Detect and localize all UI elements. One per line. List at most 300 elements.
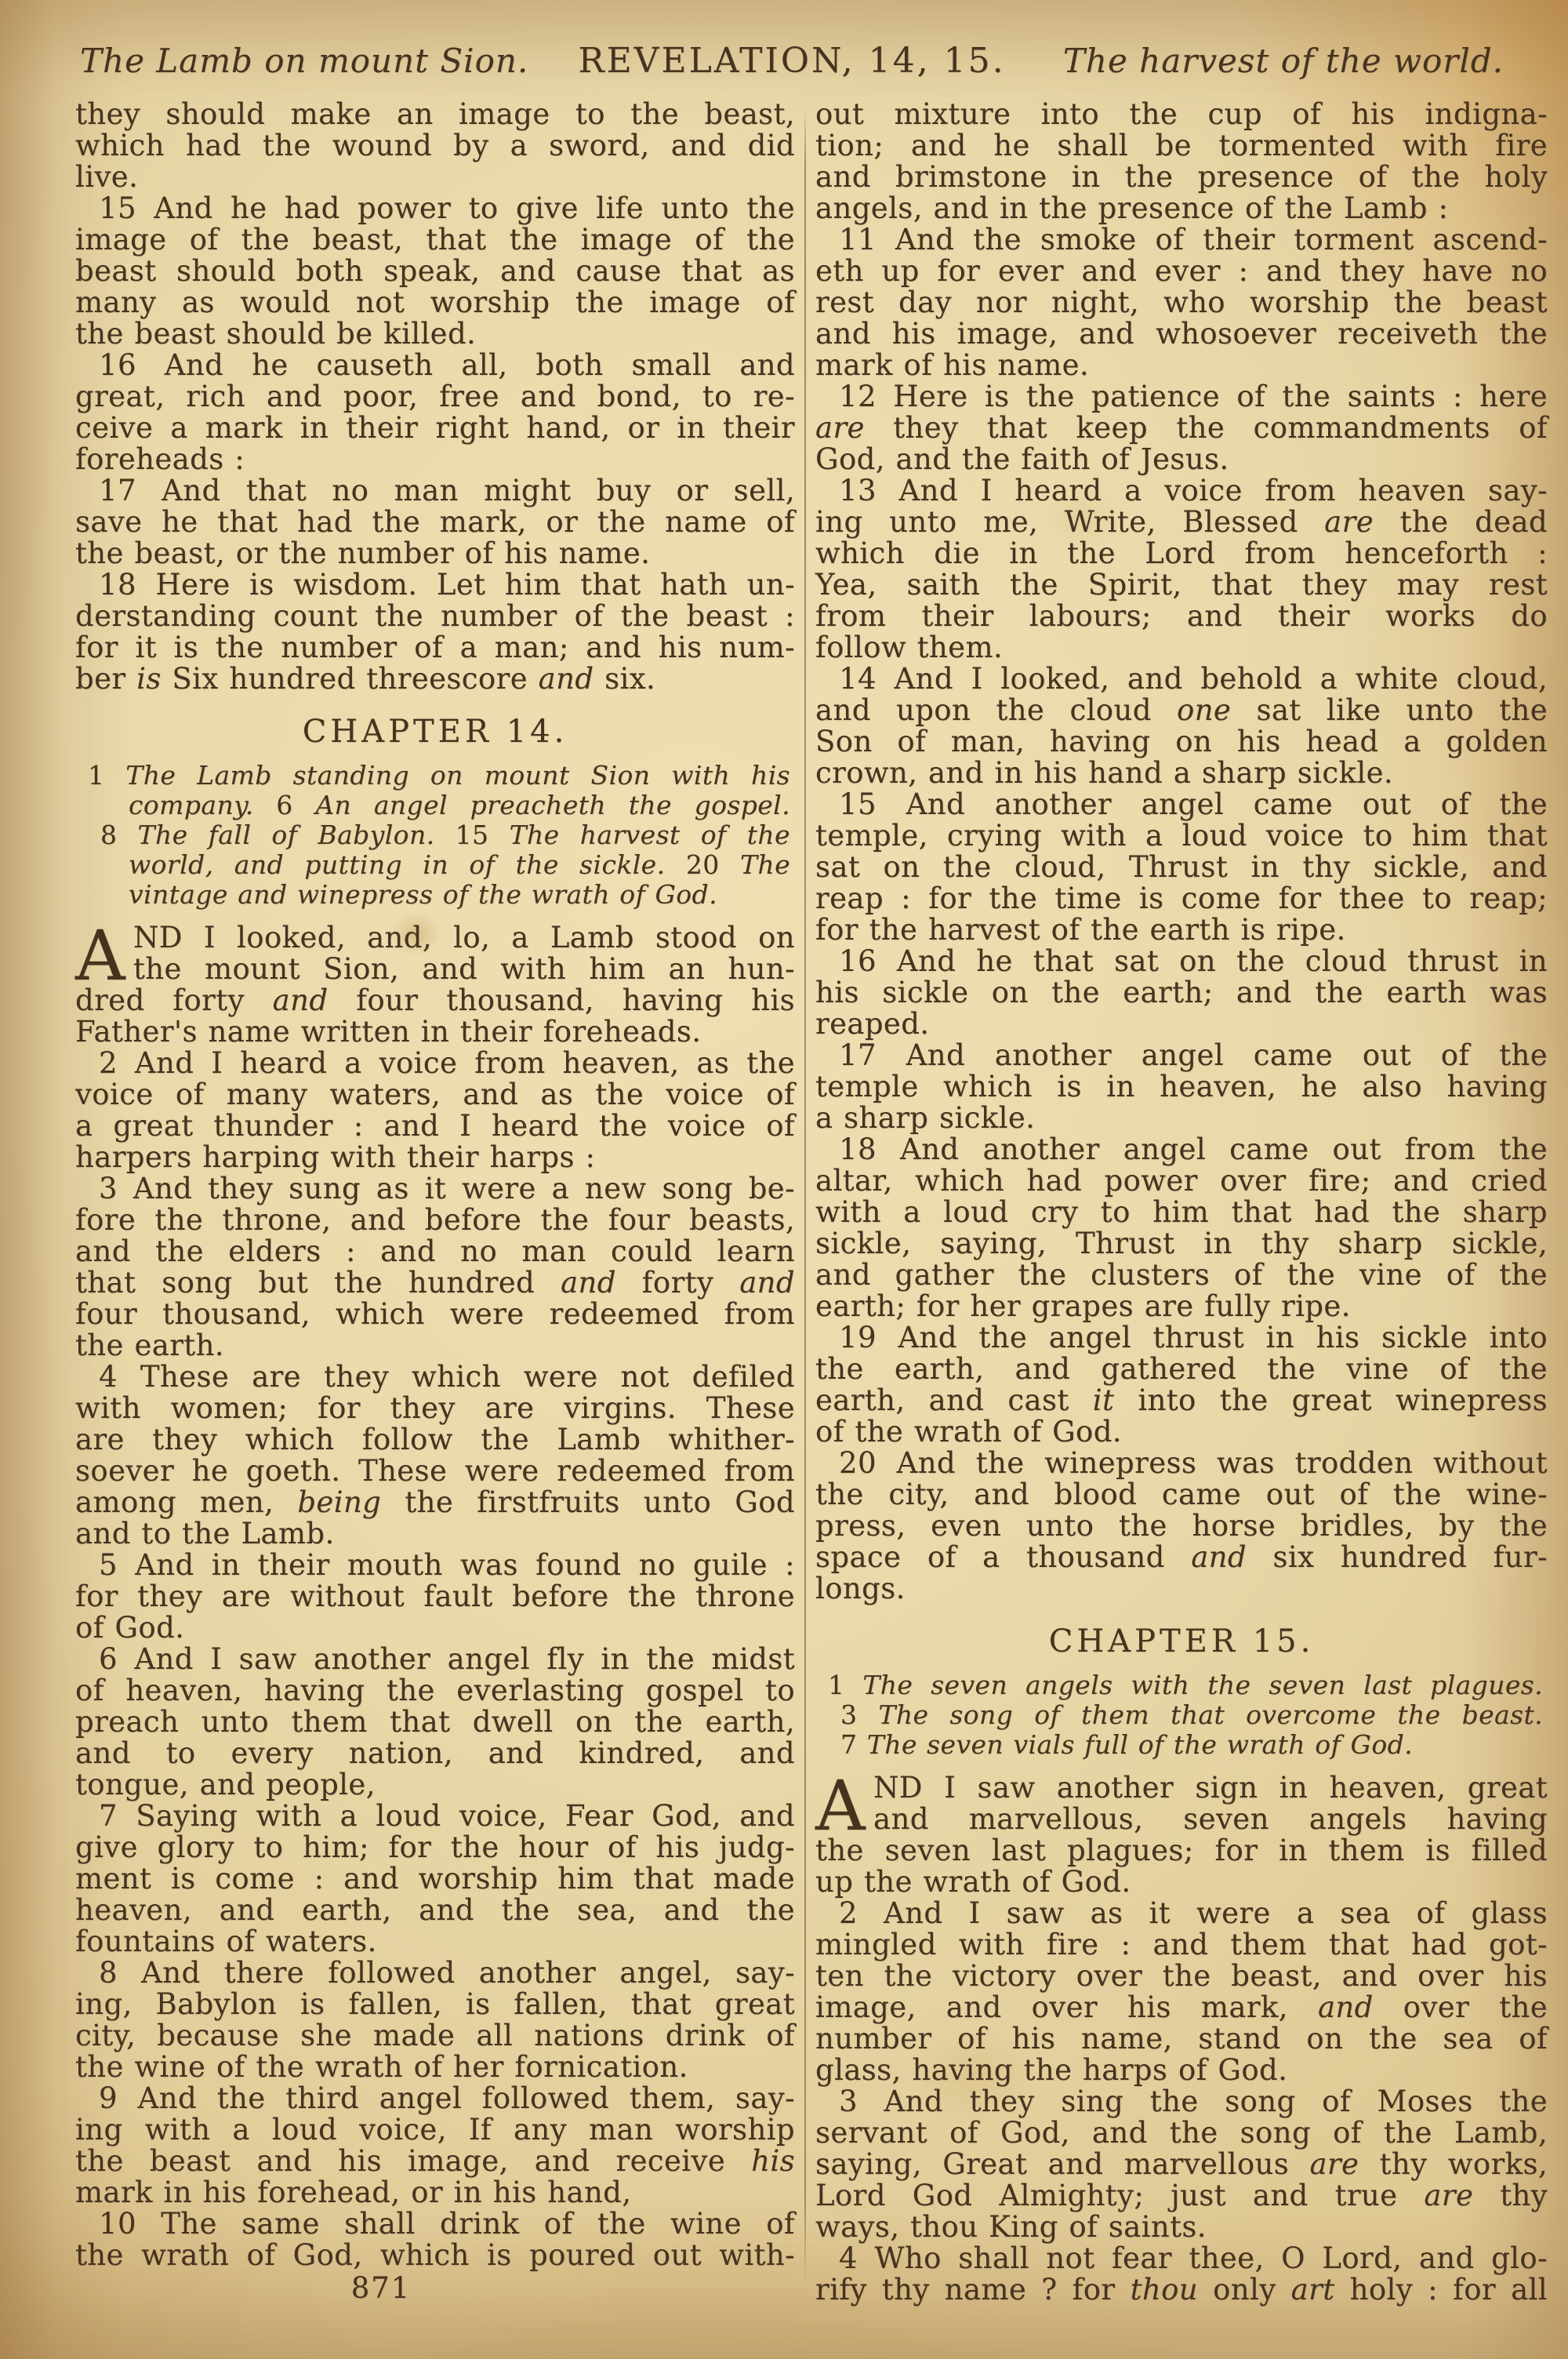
verse-paragraph — [75, 1550, 795, 1644]
text-line — [815, 2212, 1548, 2243]
text-run: for it is the number of a man; and his num- — [75, 631, 795, 664]
text-line — [129, 880, 790, 910]
verse-paragraph — [75, 2083, 795, 2208]
italic-run: are — [1424, 2179, 1474, 2212]
text-line — [815, 1804, 1548, 1835]
text-line — [815, 1479, 1548, 1510]
text-run: press, even unto the horse bridles, by the — [815, 1509, 1548, 1543]
text-run: save he that had the mark, or the name of — [75, 505, 795, 539]
verse-paragraph — [815, 2086, 1548, 2243]
text-run: and brimstone in the presence of the holy — [815, 160, 1548, 194]
text-run: heaven, and earth, and the sea, and the — [75, 1893, 795, 1927]
text-run: great, rich and poor, free and bond, to re- — [75, 380, 795, 413]
text-run: preach unto them that dwell on the earth, — [75, 1705, 795, 1739]
italic-run: is — [136, 662, 162, 696]
text-run: sat on the cloud, Thrust in thy sickle, and — [815, 850, 1548, 884]
text-line — [75, 2146, 795, 2177]
text-line — [129, 791, 790, 820]
text-line — [815, 1197, 1548, 1228]
text-run: forty — [615, 1266, 740, 1299]
text-run: and to the Lamb. — [75, 1517, 335, 1550]
verse-paragraph — [815, 1322, 1548, 1448]
text-line — [815, 2274, 1548, 2306]
text-run: city, because she made all nations drink of — [75, 2019, 795, 2052]
text-run: a great thunder : and I heard the voice of — [75, 1109, 795, 1143]
text-run: 20 And the winepress was trodden without — [839, 1446, 1548, 1480]
text-line — [815, 1259, 1548, 1291]
text-run: altar, which had power over fire; and cried — [815, 1164, 1548, 1198]
text-run: derstanding count the number of the beast : — [75, 599, 795, 633]
text-run: holy : for all — [1334, 2273, 1548, 2306]
verse-paragraph — [75, 1801, 795, 1957]
verse-paragraph — [815, 1448, 1548, 1605]
text-line — [75, 538, 795, 569]
text-run: servant of God, and the song of the Lamb, — [815, 2116, 1548, 2150]
text-run: and upon the cloud — [815, 693, 1178, 727]
text-line — [75, 1330, 795, 1361]
text-run: 15 And he had power to give life unto the — [99, 191, 795, 225]
text-run: eth up for ever and ever : and they have no — [815, 254, 1548, 288]
text-run: 8 And there followed another angel, say- — [99, 1956, 795, 1990]
text-line — [88, 760, 790, 791]
verse-paragraph — [815, 1134, 1548, 1322]
verse-paragraph — [75, 350, 795, 475]
text-run: six. — [593, 662, 656, 696]
text-line — [75, 256, 795, 287]
text-run: 8 — [100, 820, 138, 850]
text-line — [75, 1048, 795, 1079]
text-run: reap : for the time is come for thee to reap; — [815, 881, 1548, 915]
text-run: reaped. — [815, 1007, 930, 1041]
text-run: earth; for her grapes are fully ripe. — [815, 1289, 1351, 1323]
text-run: longs. — [815, 1572, 906, 1605]
verse-paragraph — [75, 1048, 795, 1173]
text-run: 3 And they sung as it were a new song be- — [99, 1172, 795, 1205]
text-run: with women; for they are virgins. These — [75, 1391, 795, 1425]
text-line — [815, 977, 1548, 1009]
text-run: tongue, and people, — [75, 1768, 376, 1801]
text-run: ND I looked, and, lo, a Lamb stood on — [133, 921, 795, 954]
text-line — [815, 820, 1548, 852]
text-line — [815, 1510, 1548, 1542]
verse-paragraph — [815, 475, 1548, 663]
text-run: 16 And he causeth all, both small and — [99, 348, 795, 382]
text-line — [815, 256, 1548, 287]
italic-run: it — [1092, 1383, 1115, 1417]
text-run: for they are without fault before the throne — [75, 1579, 795, 1613]
text-line — [815, 1866, 1548, 1898]
text-line — [815, 444, 1548, 475]
text-line — [815, 1573, 1548, 1605]
text-run: the mount Sion, and with him an hun- — [133, 952, 795, 986]
text-line — [815, 1385, 1548, 1416]
text-run: CHAPTER 15. — [1048, 1623, 1315, 1659]
text-line — [815, 2117, 1548, 2149]
text-line — [75, 350, 795, 381]
text-run: angels, and in the presence of the Lamb : — [815, 191, 1449, 225]
text-run: Six hundred threescore — [161, 662, 539, 696]
text-line — [75, 475, 795, 507]
italic-run: The — [740, 849, 790, 880]
text-run: 2 And I heard a voice from heaven, as the — [99, 1046, 795, 1080]
text-line — [815, 1835, 1548, 1866]
text-line — [815, 1354, 1548, 1385]
text-line — [815, 99, 1548, 130]
text-run: soever he goeth. These were redeemed from — [75, 1454, 795, 1488]
text-run: his sickle on the earth; and the earth was — [815, 976, 1548, 1009]
text-line — [75, 2177, 795, 2208]
text-run: temple which is in heaven, he also having — [815, 1070, 1548, 1103]
verse-paragraph — [815, 789, 1548, 946]
text-line — [815, 350, 1548, 381]
italic-run: An angel preacheth the gospel. — [315, 790, 790, 820]
text-line — [75, 1016, 795, 1048]
verse-paragraph — [815, 381, 1548, 475]
verse-paragraph — [815, 1040, 1548, 1134]
text-line — [75, 1832, 795, 1863]
text-run: 7 — [840, 1729, 867, 1760]
text-line — [75, 99, 795, 130]
text-run: over the — [1373, 1990, 1548, 2024]
text-run: up the wrath of God. — [815, 1865, 1131, 1899]
verse-paragraph — [815, 1898, 1548, 2086]
verse-paragraph — [75, 193, 795, 350]
text-run: that song but the hundred — [75, 1266, 561, 1299]
text-run: the beast and his image, and receive — [75, 2144, 752, 2178]
italic-run: and — [272, 983, 328, 1017]
text-line — [75, 1989, 795, 2020]
text-run: 13 And I heard a voice from heaven say- — [839, 474, 1548, 507]
text-run: ing unto me, Write, Blessed — [815, 505, 1325, 539]
text-line — [815, 162, 1548, 193]
text-line — [815, 538, 1548, 569]
text-line — [815, 2243, 1548, 2274]
text-run: thy — [1473, 2179, 1548, 2212]
text-line — [815, 2149, 1548, 2180]
text-run: rify thy name ? for — [815, 2273, 1131, 2306]
text-line — [75, 1142, 795, 1173]
text-run: tion; and he shall be tormented with fire — [815, 129, 1548, 162]
text-run: the dead — [1374, 505, 1548, 539]
text-line — [75, 1769, 795, 1801]
italic-run: are — [815, 411, 865, 445]
text-line — [75, 2114, 795, 2146]
text-line — [815, 193, 1548, 224]
text-run: beast should both speak, and cause that as — [75, 254, 795, 288]
text-run: Lord God Almighty; just and true — [815, 2179, 1425, 2212]
text-run: temple, crying with a loud voice to him that — [815, 819, 1548, 852]
text-line — [815, 1898, 1548, 1929]
text-line — [815, 758, 1548, 789]
text-run: 3 And they sing the song of Moses the — [839, 2085, 1548, 2118]
text-line — [815, 1103, 1548, 1134]
text-run: the firstfruits unto God — [381, 1485, 795, 1519]
text-run: the earth, and gathered the vine of the — [815, 1352, 1548, 1386]
text-run: 15 — [434, 820, 510, 850]
verse-paragraph — [75, 475, 795, 569]
text-run: 15 And another angel came out of the — [839, 787, 1548, 821]
text-run: 6 — [253, 790, 316, 820]
text-run: four thousand, having his — [328, 983, 795, 1017]
text-run: the earth. — [75, 1329, 224, 1362]
chapter-heading — [75, 714, 795, 750]
text-run: 1 — [828, 1670, 863, 1700]
italic-run: and — [538, 662, 594, 696]
text-run: six hundred fur- — [1247, 1540, 1548, 1574]
italic-run: The seven vials full of the wrath of God. — [866, 1729, 1413, 1760]
running-head-right: The harvest of the world. — [1062, 42, 1504, 80]
text-line — [75, 507, 795, 538]
text-run: ten the victory over the beast, and over his — [815, 1959, 1548, 1993]
verse-paragraph — [75, 1361, 795, 1550]
text-run: dred forty — [75, 983, 273, 1017]
text-line — [75, 1361, 795, 1393]
text-run: sickle, saying, Thrust in thy sharp sickle, — [815, 1227, 1548, 1260]
text-line — [815, 1009, 1548, 1040]
text-run: mark in his forehead, or in his hand, — [75, 2175, 632, 2209]
text-run: mingled with fire : and them that had got- — [815, 1928, 1548, 1961]
text-run: 19 And the angel thrust in his sickle into — [839, 1321, 1548, 1354]
text-line — [129, 850, 790, 880]
text-run: sat like unto the — [1231, 693, 1548, 727]
text-line — [75, 569, 795, 601]
text-line — [75, 224, 795, 256]
text-line — [815, 475, 1548, 507]
text-run: image, and over his mark, — [815, 1990, 1318, 2024]
text-line — [840, 1699, 1543, 1730]
text-run: four thousand, which were redeemed from — [75, 1297, 795, 1331]
italic-run: and — [1317, 1990, 1374, 2024]
text-run: 12 Here is the patience of the saints : here — [839, 380, 1548, 413]
right-column — [815, 99, 1548, 2306]
text-run: Father's name written in their foreheads. — [75, 1015, 702, 1049]
text-run: follow them. — [815, 631, 1004, 664]
italic-run: and — [561, 1266, 616, 1299]
text-run: ing with a loud voice, If any man worship — [75, 2113, 795, 2146]
text-line — [75, 1612, 795, 1644]
text-line — [815, 695, 1548, 726]
text-run: ber — [75, 662, 137, 696]
text-run: God, and the faith of Jesus. — [815, 442, 1229, 476]
chapter-heading — [815, 1623, 1548, 1659]
text-line — [75, 2020, 795, 2052]
text-run: for the harvest of the earth is ripe. — [815, 913, 1346, 947]
text-run: foreheads : — [75, 442, 245, 476]
text-run: they that keep the commandments of — [864, 411, 1548, 445]
text-run: space of a thousand — [815, 1540, 1192, 1574]
text-line — [75, 1487, 795, 1518]
text-line — [815, 1134, 1548, 1165]
text-line — [75, 1079, 795, 1110]
italic-run: and — [739, 1266, 795, 1299]
italic-run: vintage and winepress of the wrath of God. — [129, 879, 717, 910]
text-line — [815, 663, 1548, 695]
text-run: 3 — [840, 1699, 879, 1730]
italic-run: The song of them that overcome the beast. — [878, 1699, 1543, 1730]
text-line — [815, 632, 1548, 663]
text-run: earth, and cast — [815, 1383, 1093, 1417]
text-run: crown, and in his hand a sharp sickle. — [815, 756, 1394, 790]
text-line — [815, 1291, 1548, 1322]
text-run: 5 And in their mouth was found no guile : — [99, 1548, 795, 1582]
text-line — [75, 1173, 795, 1205]
text-run: the wrath of God, which is poured out with- — [75, 2238, 795, 2272]
text-run: the beast should be killed. — [75, 317, 477, 351]
text-line — [815, 1071, 1548, 1103]
continuation-paragraph — [815, 99, 1548, 224]
text-run: voice of many waters, and as the voice of — [75, 1078, 795, 1111]
text-run: 16 And he that sat on the cloud thrust in — [839, 944, 1548, 978]
text-line — [75, 954, 795, 985]
text-run: the seven last plagues; for in them is filled — [815, 1834, 1548, 1867]
verse-paragraph — [815, 224, 1548, 381]
text-run: ceive a mark in their right hand, or in their — [75, 411, 795, 445]
text-line — [815, 381, 1548, 413]
text-line — [815, 2023, 1548, 2055]
text-run: only — [1198, 2273, 1291, 2306]
text-run: rest day nor night, who worship the beast — [815, 285, 1548, 319]
text-line — [75, 2240, 795, 2271]
text-line — [75, 1205, 795, 1236]
italic-run: and — [1191, 1540, 1247, 1574]
text-line — [815, 1416, 1548, 1448]
text-run: live. — [75, 160, 139, 194]
text-line — [815, 852, 1548, 883]
text-run: image of the beast, that the image of the — [75, 223, 795, 256]
text-line — [815, 287, 1548, 318]
text-run: Yea, saith the Spirit, that they may rest — [815, 568, 1548, 602]
text-line — [75, 1707, 795, 1738]
text-run: which die in the Lord from henceforth : — [815, 536, 1548, 570]
text-line — [75, 1110, 795, 1142]
verse-paragraph — [75, 915, 795, 1049]
text-line — [75, 985, 795, 1016]
text-line — [75, 1895, 795, 1926]
text-run: and marvellous, seven angels having — [873, 1802, 1548, 1836]
text-line — [815, 1929, 1548, 1961]
italic-run: are — [1324, 505, 1374, 539]
text-line — [75, 1957, 795, 1989]
text-line — [815, 789, 1548, 820]
text-line — [815, 224, 1548, 256]
verse-paragraph — [815, 2243, 1548, 2306]
text-run: harpers harping with their harps : — [75, 1140, 596, 1174]
text-line — [815, 130, 1548, 162]
text-line — [75, 130, 795, 162]
text-line — [815, 318, 1548, 350]
running-head-left: The Lamb on mount Sion. — [80, 42, 529, 80]
italic-run: The harvest of the — [509, 820, 790, 850]
chapter-summary — [88, 761, 790, 910]
text-run: many as would not worship the image of — [75, 285, 795, 319]
text-line — [75, 1926, 795, 1957]
text-run: the beast, or the number of his name. — [75, 536, 651, 570]
verse-paragraph — [815, 946, 1548, 1040]
text-line — [815, 1322, 1548, 1354]
text-run: among men, — [75, 1485, 298, 1519]
continuation-paragraph — [75, 99, 795, 193]
column-divider-rule — [804, 105, 806, 2285]
text-line — [815, 726, 1548, 758]
text-line — [75, 381, 795, 413]
text-run: fountains of waters. — [75, 1925, 377, 1958]
text-run: and gather the clusters of the vine of the — [815, 1258, 1548, 1292]
text-line — [75, 1644, 795, 1675]
text-run: give glory to him; for the hour of his judg- — [75, 1830, 795, 1864]
italic-run: thou — [1130, 2273, 1199, 2306]
text-line — [815, 413, 1548, 444]
italic-run: being — [297, 1485, 382, 1519]
text-run: a sharp sickle. — [815, 1101, 1036, 1135]
text-run: they should make an image to the beast, — [75, 97, 795, 131]
text-columns — [0, 99, 1548, 2306]
text-run: 18 Here is wisdom. Let him that hath un- — [99, 568, 795, 602]
italic-run: one — [1177, 693, 1232, 727]
italic-run: art — [1290, 2273, 1335, 2306]
text-run: of the wrath of God. — [815, 1415, 1122, 1448]
verse-paragraph — [75, 1644, 795, 1801]
text-run: 2 And I saw as it were a sea of glass — [839, 1896, 1548, 1930]
text-run: and to every nation, and kindred, and — [75, 1736, 795, 1770]
text-run: 17 And another angel came out of the — [839, 1038, 1548, 1072]
text-line — [815, 2086, 1548, 2117]
text-line — [75, 1738, 795, 1769]
text-run: 10 The same shall drink of the wine of — [99, 2207, 795, 2241]
text-line — [815, 914, 1548, 946]
text-run: thy works, — [1359, 2147, 1548, 2181]
text-line — [75, 601, 795, 632]
text-run: which had the wound by a sword, and did — [75, 129, 795, 162]
italic-run: The Lamb standing on mount Sion with his — [125, 760, 790, 791]
text-run: out mixture into the cup of his indigna- — [815, 97, 1548, 131]
text-run: ND I saw another sign in heaven, great — [873, 1771, 1548, 1805]
text-run: 4 These are they which were not defiled — [99, 1360, 795, 1394]
text-run: mark of his name. — [815, 348, 1090, 382]
running-head-center: REVELATION, 14, 15. — [578, 41, 1006, 81]
text-line — [75, 1863, 795, 1895]
text-run: 7 Saying with a loud voice, Fear God, and — [99, 1799, 795, 1833]
drop-cap: A — [815, 1765, 866, 1846]
text-line — [815, 507, 1548, 538]
text-run: ment is come : and worship him that made — [75, 1862, 795, 1896]
italic-run: The seven angels with the seven last plagues. — [862, 1670, 1543, 1700]
text-run: CHAPTER 14. — [302, 714, 568, 750]
text-line — [75, 2208, 795, 2240]
text-run: 4 Who shall not fear thee, O Lord, and glo- — [839, 2241, 1548, 2275]
text-line — [815, 1961, 1548, 1992]
text-line — [75, 162, 795, 193]
drop-cap: A — [75, 915, 125, 996]
italic-run: company. — [129, 790, 254, 820]
text-line — [75, 1675, 795, 1707]
text-run: 9 And the third angel followed them, say- — [99, 2081, 795, 2115]
text-line — [815, 1992, 1548, 2023]
text-line — [75, 1424, 795, 1456]
text-line — [815, 883, 1548, 914]
text-run: with a loud cry to him that had the sharp — [815, 1195, 1548, 1229]
verse-paragraph — [75, 1173, 795, 1361]
text-run: 18 And another angel came out from the — [839, 1132, 1548, 1166]
text-line — [75, 663, 795, 695]
text-line — [815, 1165, 1548, 1197]
page-number: 871 — [350, 2271, 412, 2305]
text-line — [75, 413, 795, 444]
chapter-summary — [828, 1670, 1543, 1760]
text-line — [815, 946, 1548, 977]
italic-run: his — [751, 2144, 795, 2178]
text-line — [75, 2052, 795, 2083]
text-line — [815, 601, 1548, 632]
